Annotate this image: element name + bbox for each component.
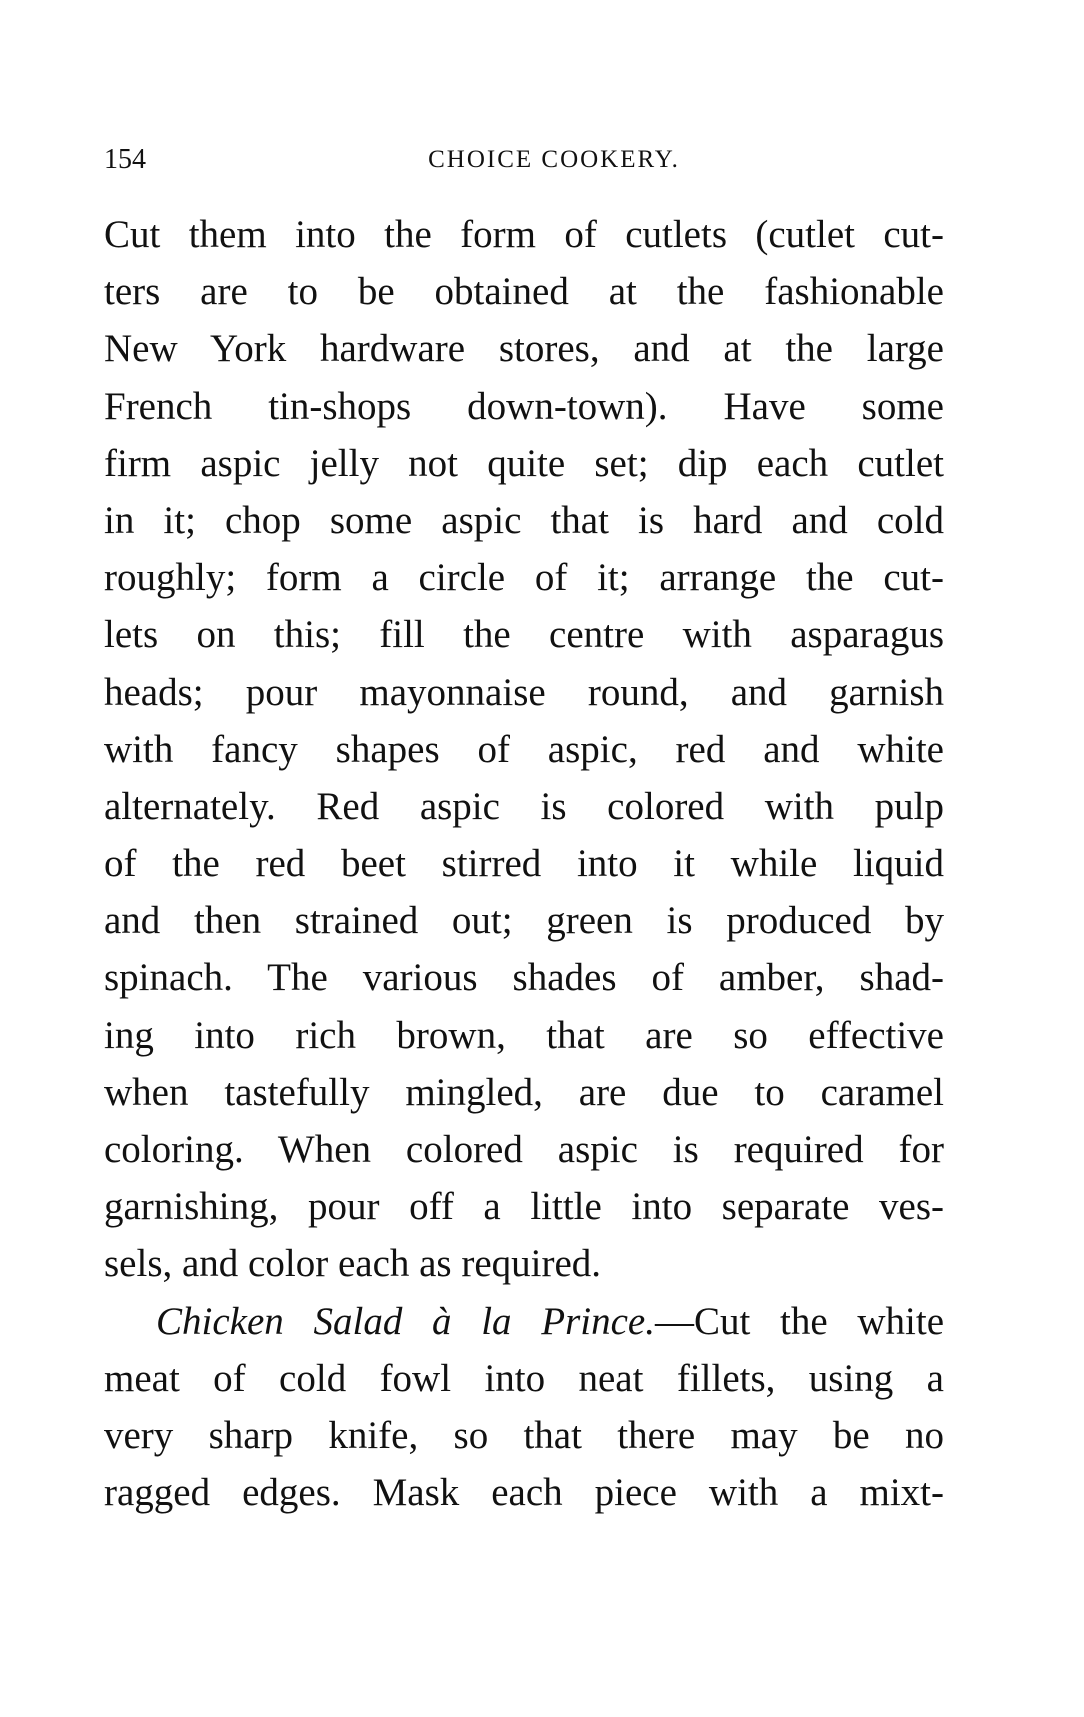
text-line: New York hardware stores, and at the large	[104, 327, 944, 371]
text-line: ters are to be obtained at the fashionable	[104, 270, 944, 314]
text-line: Cut them into the form of cutlets (cutlet cut-	[104, 213, 944, 256]
recipe-title: Chicken Salad à la Prince.	[156, 1299, 655, 1343]
running-title: CHOICE COOKERY.	[428, 146, 680, 173]
text-line: meat of cold fowl into neat fillets, using a	[104, 1356, 944, 1400]
recipe-text-start: —Cut the white	[654, 1299, 945, 1343]
text-line: of the red beet stirred into it while liquid	[104, 842, 944, 886]
text-line: roughly; form a circle of it; arrange the cut-	[104, 556, 944, 600]
text-line: French tin-shops down-town). Have some	[104, 384, 944, 428]
text-line: firm aspic jelly not quite set; dip each cutlet	[104, 441, 944, 485]
text-line: very sharp knife, so that there may be no	[104, 1413, 944, 1457]
text-line: lets on this; fill the centre with asparagus	[104, 613, 944, 657]
page-number: 154	[104, 144, 146, 175]
text-line: alternately. Red aspic is colored with pulp	[104, 784, 944, 828]
text-line: sels, and color each as required.	[104, 1242, 602, 1286]
text-line: ragged edges. Mask each piece with a mixt-	[104, 1471, 944, 1515]
recipe-heading-line	[104, 1293, 944, 1350]
text-line: garnishing, pour off a little into separate ves-	[104, 1185, 944, 1229]
text-line: ing into rich brown, that are so effective	[104, 1013, 944, 1057]
text-line: coloring. When colored aspic is required for	[104, 1128, 944, 1171]
text-line: spinach. The various shades of amber, shad-	[104, 956, 944, 1000]
text-line: when tastefully mingled, are due to caramel	[104, 1070, 944, 1114]
text-line: and then strained out; green is produced by	[104, 899, 944, 943]
text-line: heads; pour mayonnaise round, and garnish	[104, 670, 944, 714]
running-head	[104, 140, 944, 180]
text-line: with fancy shapes of aspic, red and white	[104, 727, 944, 771]
body-text	[104, 206, 944, 1521]
text-line: in it; chop some aspic that is hard and cold	[104, 498, 944, 542]
